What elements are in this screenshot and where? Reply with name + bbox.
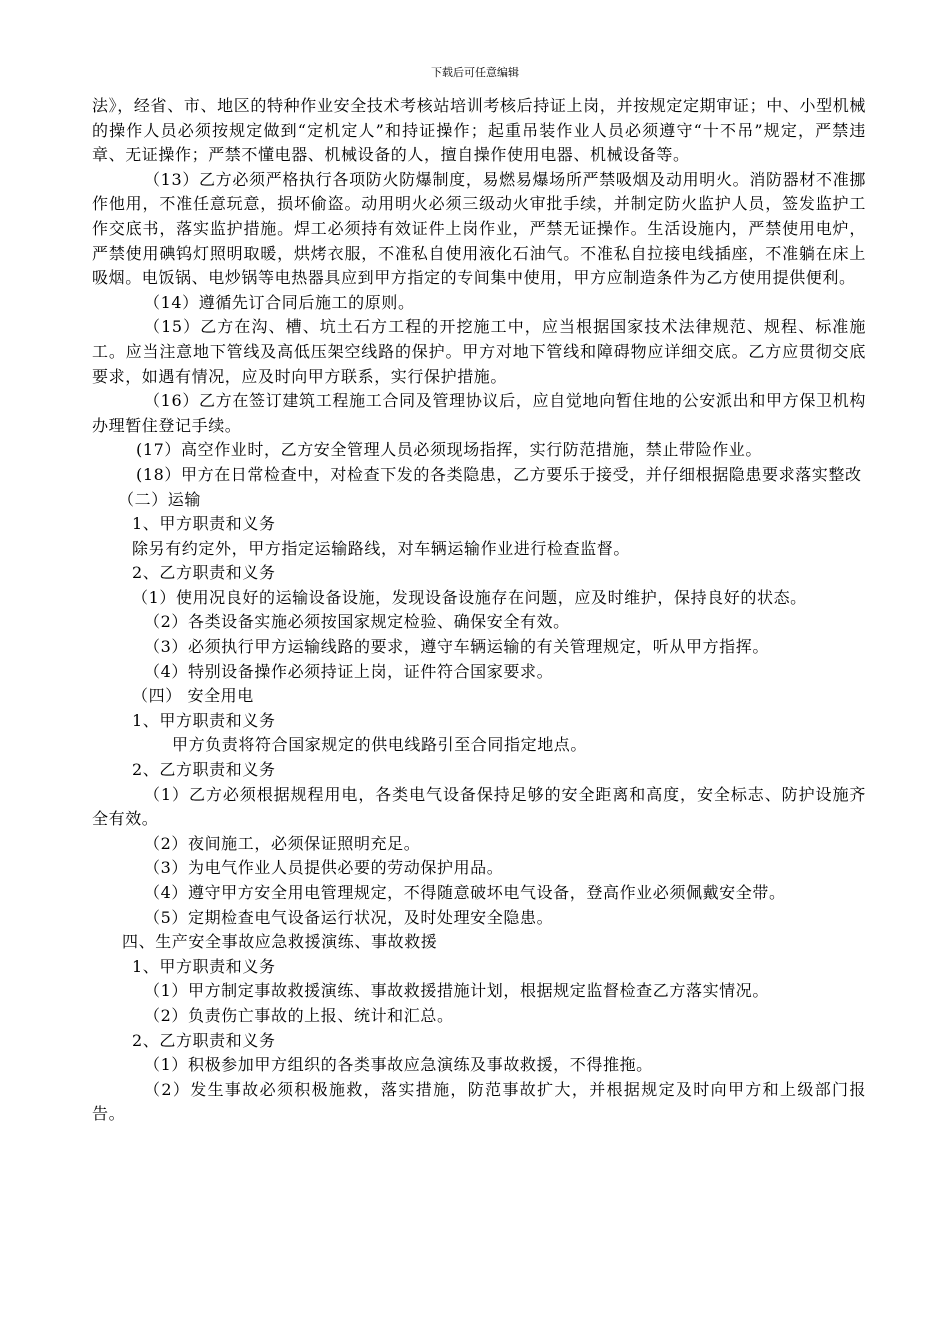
paragraph: （4）遵守甲方安全用电管理规定，不得随意破坏电气设备，登高作业必须佩戴安全带。 xyxy=(144,883,786,902)
paragraph: （3）为电气作业人员提供必要的劳动保护用品。 xyxy=(144,858,504,878)
paragraph: （1）使用况良好的运输设备设施，发现设备设施存在问题，应及时维护，保持良好的状态。 xyxy=(132,587,807,607)
subsection-heading: 2、乙方职责和义务 xyxy=(132,760,276,780)
paragraph: （1）乙方必须根据规程用电，各类电气设备保持足够的安全距离和高度，安全标志、防护设施齐全有效。 xyxy=(92,784,866,829)
paragraph: 法》，经省、市、地区的特种作业安全技术考核站培训考核后持证上岗，并按规定定期审证；中、小型机械的操作人员必须按规定做到“定机定人”和持证操作；起重吊装作业人员必须遵守“十不吊”规定，严禁违章、无证操作；严禁不懂电器、机械设备的人，擅自操作使用电器、机械设备等。 xyxy=(92,96,866,165)
paragraph: （1）积极参加甲方组织的各类事故应急演练及事故救援，不得推拖。 xyxy=(144,1055,653,1075)
paragraph: 除另有约定外，甲方指定运输路线，对车辆运输作业进行检查监督。 xyxy=(132,538,631,558)
subsection-heading: 1、甲方职责和义务 xyxy=(132,710,276,730)
document-body xyxy=(92,94,866,1127)
paragraph: （4）特别设备操作必须持证上岗，证件符合国家要求。 xyxy=(144,661,554,681)
paragraph: （1）甲方制定事故救援演练、事故救援措施计划，根据规定监督检查乙方落实情况。 xyxy=(144,981,769,1001)
paragraph: (18）甲方在日常检查中，对检查下发的各类隐患，乙方要乐于接受，并仔细根据隐患要求落实整改 xyxy=(136,464,862,484)
paragraph: （3）必须执行甲方运输线路的要求，遵守车辆运输的有关管理规定，听从甲方指挥。 xyxy=(144,637,769,657)
paragraph: （2）各类设备实施必须按国家规定检验、确保安全有效。 xyxy=(144,612,570,632)
section-heading: （二）运输 xyxy=(118,489,202,509)
paragraph: (17）高空作业时，乙方安全管理人员必须现场指挥，实行防范措施，禁止带险作业。 xyxy=(136,440,763,460)
subsection-heading: 1、甲方职责和义务 xyxy=(132,956,276,976)
subsection-heading: 2、乙方职责和义务 xyxy=(132,563,276,583)
subsection-heading: 2、乙方职责和义务 xyxy=(132,1030,276,1050)
paragraph: （2）夜间施工，必须保证照明充足。 xyxy=(144,833,421,853)
paragraph: （5）定期检查电气设备运行状况，及时处理安全隐患。 xyxy=(144,907,554,927)
paragraph: 甲方负责将符合国家规定的供电线路引至合同指定地点。 xyxy=(172,735,588,755)
paragraph: （14）遵循先订合同后施工的原则。 xyxy=(144,292,415,312)
page-header: 下载后可任意编辑 xyxy=(431,66,519,79)
paragraph: （2）发生事故必须积极施救，落实措施，防范事故扩大，并根据规定及时向甲方和上级部门报告。 xyxy=(92,1079,866,1124)
paragraph: （2）负责伤亡事故的上报、统计和汇总。 xyxy=(144,1005,454,1025)
section-heading: 四、生产安全事故应急救援演练、事故救援 xyxy=(122,932,438,952)
section-heading: （四） 安全用电 xyxy=(132,686,254,706)
paragraph: （16）乙方在签订建筑工程施工合同及管理协议后，应自觉地向暂住地的公安派出和甲方保卫机构办理暂住登记手续。 xyxy=(92,391,866,435)
paragraph: （15）乙方在沟、槽、坑土石方工程的开挖施工中，应当根据国家技术法律规范、规程、标准施工。应当注意地下管线及高低压架空线路的保护。甲方对地下管线和障碍物应详细交底。乙方应贯彻交底要求，如遇有情况，应及时向甲方联系，实行保护措施。 xyxy=(92,317,866,386)
paragraph: （13）乙方必须严格执行各项防火防爆制度，易燃易爆场所严禁吸烟及动用明火。消防器材不准挪作他用，不准任意玩意，损坏偷盗。动用明火必须三级动火审批手续，并制定防火监护人员，签发监护工作交底书，落实监护措施。焊工必须持有效证件上岗作业，严禁无证操作。生活设施内，严禁使用电炉，严禁使用碘钨灯照明取暖，烘烤衣服，不准私自使用液化石油气。不准私自拉接电线插座，不准躺在床上吸烟。电饭锅、电炒锅等电热器具应到甲方指定的专间集中使用，甲方应制造条件为乙方使用提供便利。 xyxy=(92,169,866,288)
subsection-heading: 1、甲方职责和义务 xyxy=(132,514,276,534)
